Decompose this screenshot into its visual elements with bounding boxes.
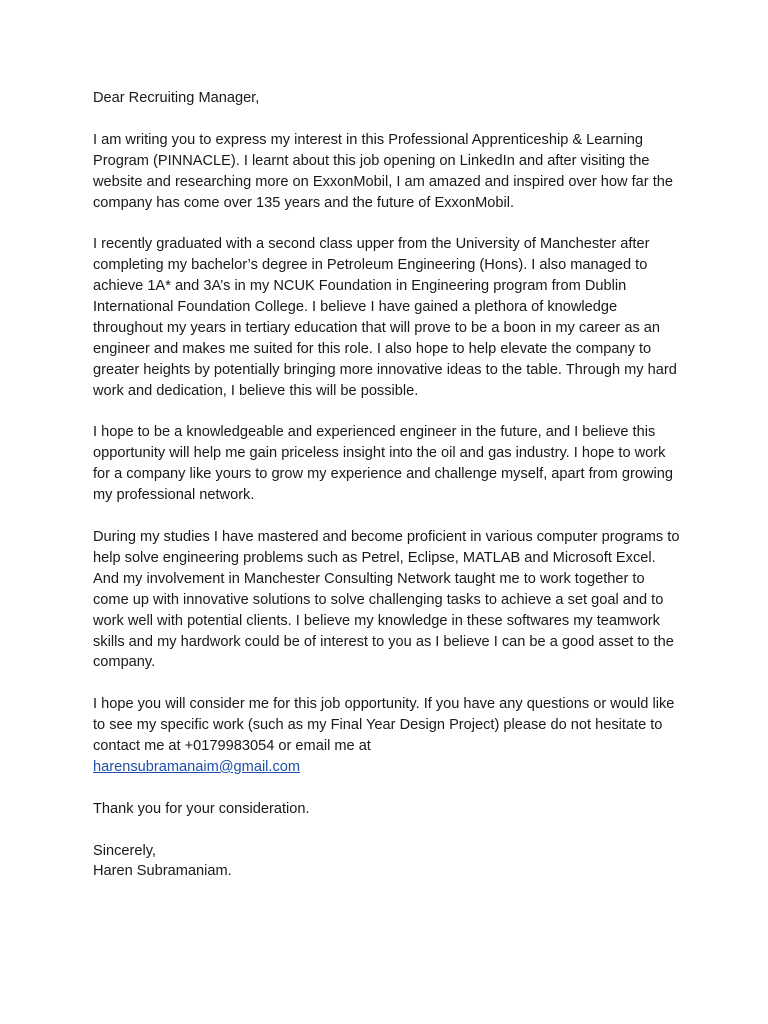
signature-name: Haren Subramaniam.: [93, 863, 232, 880]
salutation: Dear Recruiting Manager,: [93, 90, 260, 106]
closing: Sincerely,: [93, 842, 156, 859]
cover-letter: [93, 88, 683, 882]
paragraph-education: I recently graduated with a second class upper from the University of Manchester after completing my bachelor’s degree in Petroleum Engineering (Hons). I also managed to achieve 1A* and 3A’s in my NCUK Foundation in Engineering program from Dublin International Foundation College. I believe I have gained a plethora of knowledge throughout my years in tertiary education that will prove to be a boon in my career as an engineer and makes me suited for this role. I also hope to help elevate the company to greater heights by potentially bringing more innovative ideas to the table. Through my hard work and dedication, I believe this will be possible.: [93, 236, 677, 399]
contact-text: I hope you will consider me for this job opportunity. If you have any questions or would like to see my specific work (such as my Final Year Design Project) please do not hesitate to contact me at +0179983054 or email me at: [93, 696, 675, 755]
paragraph-goals: I hope to be a knowledgeable and experienced engineer in the future, and I believe this opportunity will help me gain priceless insight into the oil and gas industry. I hope to work for a company like yours to grow my experience and challenge myself, apart from growing my professional network.: [93, 424, 673, 504]
paragraph-contact: [93, 694, 683, 778]
paragraph-interest: I am writing you to express my interest in this Professional Apprenticeship & Learning Program (PINNACLE). I learnt about this job opening on LinkedIn and after visiting the website and researching more on ExxonMobil, I am amazed and inspired over how far the company has come over 135 years and the future of ExxonMobil.: [93, 131, 674, 211]
paragraph-skills: During my studies I have mastered and become proficient in various computer programs to help solve engineering problems such as Petrel, Eclipse, MATLAB and Microsoft Excel. And my involvement in Manchester Consulting Network taught me to work together to come up with innovative solutions to solve challenging tasks to achieve a set goal and to work well with potential clients. I believe my knowledge in these softwares my teamwork skills and my hardwork could be of interest to you as I believe I can be a good asset to the company.: [93, 528, 680, 671]
thanks-line: Thank you for your consideration.: [93, 800, 310, 817]
email-link[interactable]: harensubramanaim@gmail.com: [93, 758, 301, 775]
